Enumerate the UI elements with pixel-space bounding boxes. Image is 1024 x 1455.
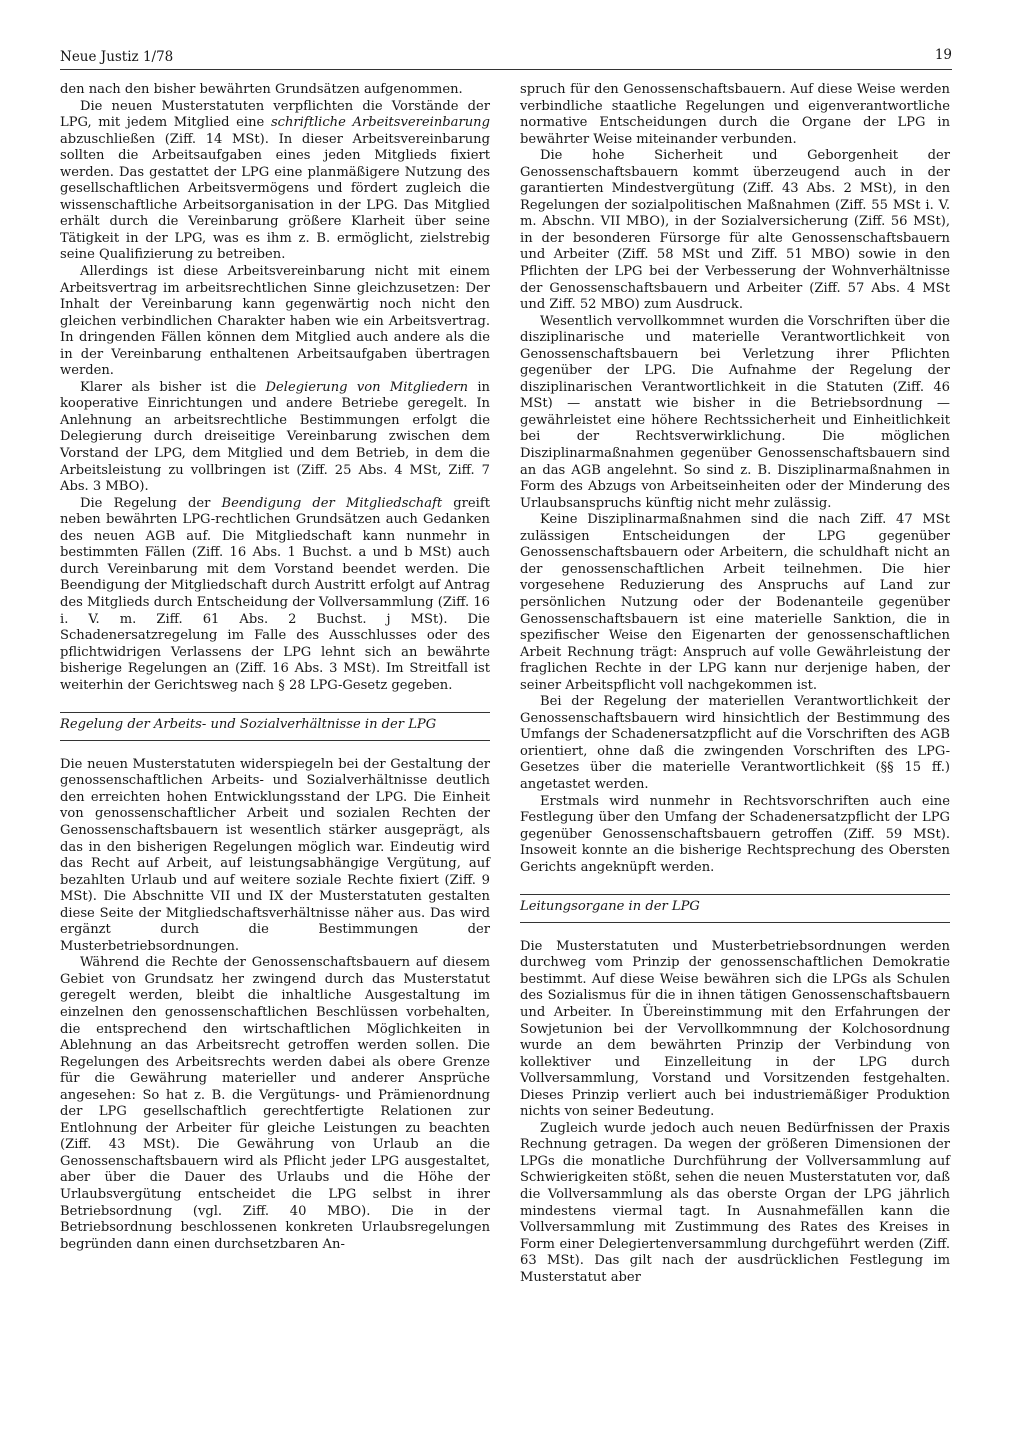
page-header: [60, 47, 952, 70]
paragraph: Die neuen Musterstatuten verpflichten die Vorstände der LPG, mit jedem Mitglied eine schriftliche Arbeitsvereinbarung abzuschließen (Ziff. 14 MSt). In dieser Arbeitsvereinbarung sollten die Arbeitsaufgaben eines jeden Mitglieds fixiert werden. Das gestattet der LPG eine planmäßigere Nutzung des gesellschaftlichen Arbeitsvermögens und fördert zugleich die wissenschaftliche Arbeitsorganisation in der LPG. Das Mitglied erhält durch die Vereinbarung größere Klarheit über seine Tätigkeit in der LPG, was es ihm z. B. ermöglicht, zielstrebig seine Qualifizierung zu betreiben.: [60, 98, 490, 263]
paragraph: Klarer als bisher ist die Delegierung von Mitgliedern in kooperative Einrichtungen und andere Betriebe geregelt. In Anlehnung an arbeitsrechtliche Bestimmungen erfolgt die Delegierung durch dreiseitige Vereinbarung zwischen dem Vorstand der LPG, dem Mitglied und dem Betrieb, in dem die Arbeitsleistung zu vollbringen ist (Ziff. 25 Abs. 4 MSt, Ziff. 7 Abs. 3 MBO).: [60, 379, 490, 495]
paragraph: Bei der Regelung der materiellen Verantwortlichkeit der Genossenschaftsbauern wird hinsichtlich der Bestimmung des Umfangs der Schadenersatzpflicht auf die Vorschriften des AGB orientiert, ohne daß die zwingenden Vorschriften des LPG-Gesetzes über die materielle Verantwortlichkeit (§§ 15 ff.) angetastet werden.: [520, 694, 950, 792]
paragraph: Erstmals wird nunmehr in Rechtsvorschriften auch eine Festlegung über den Umfang der Schadenersatzpflicht der LPG gegenüber Genossenschaftsbauern getroffen (Ziff. 59 MSt). Insoweit konnte an die bisherige Rechtsprechung des Obersten Gerichts angeknüpft werden.: [520, 793, 950, 875]
paragraph: Zugleich wurde jedoch auch neuen Bedürfnissen der Praxis Rechnung getragen. Da wegen der größeren Dimensionen der LPGs die monatliche Durchführung der Vollversammlung auf Schwierigkeiten stößt, sehen die neuen Musterstatuten vor, daß die Vollversammlung als das oberste Organ der LPG jährlich mindestens viermal tagt. In Ausnahmefällen kann die Vollversammlung mit Zustimmung des Rates des Kreises in Form einer Delegiertenversammlung durchgeführt werden (Ziff. 63 MSt). Das gilt nach der ausdrücklichen Festlegung im Musterstatut aber: [520, 1120, 950, 1285]
paragraph: Keine Disziplinarmaßnahmen sind die nach Ziff. 47 MSt zulässigen Entscheidungen der LPG gegenüber Genossenschaftsbauern oder Arbeitern, die schuldhaft nicht an der genossenschaftlichen Arbeit teilnehmen. Die hier vorgesehene Reduzierung des Anspruchs auf Land zur persönlichen Nutzung oder der Bodenanteile gegenüber Genossenschaftsbauern ist eine materielle Sanktion, die in spezifischer Weise den Eigenarten der genossenschaftlichen Arbeit Rechnung trägt: Anspruch auf volle Gewährleistung der fraglichen Rechte in der LPG kann nur derjenige haben, der seiner Arbeitspflicht voll nachgekommen ist.: [520, 512, 950, 693]
paragraph: Die neuen Musterstatuten widerspiegeln bei der Gestaltung der genossenschaftlichen Arbeits- und Sozialverhältnisse deutlich den erreichten hohen Entwicklungsstand der LPG. Die Einheit von genossenschaftlicher Arbeit und sozialen Rechten der Genossenschaftsbauern ist wesentlich stärker ausgeprägt, als das in den bisherigen Regelungen möglich war. Eindeutig wird das Recht auf Arbeit, auf leistungsabhängige Vergütung, auf bezahlten Urlaub und auf weitere soziale Rechte fixiert (Ziff. 9 MSt). Die Abschnitte VII und IX der Musterstatuten gestalten diese Seite der Mitgliedschaftsverhältnisse näher aus. Das wird ergänzt durch die Bestimmungen der Musterbetriebsordnungen.: [60, 756, 490, 954]
paragraph: Wesentlich vervollkommnet wurden die Vorschriften über die disziplinarische und materielle Verantwortlichkeit von Genossenschaftsbauern bei Verletzung ihrer Pflichten gegenüber der LPG. Die Aufnahme der Regelung der disziplinarischen Verantwortlichkeit in die Statuten (Ziff. 46 MSt) — anstatt wie bisher in die Betriebsordnung — gewährleistet eine höhere Rechtssicherheit und Einheitlichkeit bei der Rechtsverwirklichung. Die möglichen Disziplinarmaßnahmen gegenüber Genossenschaftsbauern sind an das AGB angelehnt. So sind z. B. Disziplinarmaßnahmen in Form des Abzugs von Arbeitseinheiten oder der Minderung des Urlaubsanspruchs künftig nicht mehr zulässig.: [520, 313, 950, 511]
page-number: 19: [934, 47, 952, 63]
paragraph: spruch für den Genossenschaftsbauern. Auf diese Weise werden verbindliche staatliche Regelungen und eigenverantwortliche normative Entscheidungen durch die Organe der LPG in bewährter Weise miteinander verbunden.: [520, 82, 950, 147]
paragraph: den nach den bisher bewährten Grundsätzen aufgenommen.: [60, 82, 463, 97]
paragraph: Die Regelung der Beendigung der Mitgliedschaft greift neben bewährten LPG-rechtlichen Grundsätzen auch Gedanken des neuen AGB auf. Die Mitgliedschaft kann nunmehr in bestimmten Fällen (Ziff. 16 Abs. 1 Buchst. a und b MSt) auch durch Vereinbarung mit dem Vorstand beendet werden. Die Beendigung der Mitgliedschaft durch Austritt erfolgt auf Antrag des Mitglieds durch Entscheidung der Vollversammlung (Ziff. 16 i. V. m. Ziff. 61 Abs. 2 Buchst. j MSt). Die Schadenersatzregelung im Falle des Ausschlusses oder des pflichtwidrigen Verlassens der LPG lehnt sich an bewährte bisherige Regelungen an (Ziff. 16 Abs. 3 MSt). Im Streitfall ist weiterhin der Gerichtsweg nach § 28 LPG-Gesetz gegeben.: [60, 495, 490, 693]
paragraph: Allerdings ist diese Arbeitsvereinbarung nicht mit einem Arbeitsvertrag im arbeitsrechtlichen Sinne gleichzusetzen: Der Inhalt der Vereinbarung kann gegenwärtig noch nicht den gleichen verbindlichen Charakter haben wie ein Arbeitsvertrag. In dringenden Fällen können dem Mitglied auch andere als die in der Vereinbarung enthaltenen Arbeitsaufgaben übertragen werden.: [60, 264, 490, 379]
section-heading: Leitungsorgane in der LPG: [520, 894, 950, 923]
emphasis: Delegierung von Mitgliedern: [265, 379, 469, 395]
journal-title: Neue Justiz 1/78: [60, 49, 174, 65]
emphasis: schriftliche Arbeitsvereinbarung: [270, 115, 490, 131]
paragraph: Die Musterstatuten und Musterbetriebsordnungen werden durchweg vom Prinzip der genossenschaftlichen Demokratie bestimmt. Auf diese Weise bewähren sich die LPGs als Schulen des Sozialismus für die in ihnen tätigen Genossenschaftsbauern und Arbeiter. In Übereinstimmung mit den Erfahrungen der Sowjetunion bei der Vervollkommnung der Kolchosordnung wurde an dem bewährten Prinzip der Verbindung von kollektiver und Einzelleitung in der LPG durch Vollversammlung, Vorstand und Vorsitzenden festgehalten. Dieses Prinzip verliert auch bei industriemäßiger Produktion nichts von seiner Bedeutung.: [520, 938, 950, 1120]
right-column: [520, 82, 950, 1286]
section-heading: Regelung der Arbeits- und Sozialverhältnisse in der LPG: [60, 712, 490, 741]
paragraph: Während die Rechte der Genossenschaftsbauern auf diesem Gebiet von Grundsatz her zwingend durch das Musterstatut geregelt werden, bleibt die inhaltliche Ausgestaltung im einzelnen den genossenschaftlichen Beschlüssen vorbehalten, die entsprechend den wirtschaftlichen Möglichkeiten in Ablehnung an das Arbeitsrecht getroffen werden sollen. Die Regelungen des Arbeitsrechts werden dabei als obere Grenze für die Gewährung materieller und anderer Ansprüche angesehen: So hat z. B. die Vergütungs- und Prämienordnung der LPG gesellschaftlich gerechtfertigte Relationen zur Entlohnung der Arbeiter für gleiche Leistungen zu beachten (Ziff. 43 MSt). Die Gewährung von Urlaub an die Genossenschaftsbauern wird als Pflicht jeder LPG ausgestaltet, aber über die Dauer des Urlaubs und die Höhe der Urlaubsvergütung entscheidet die LPG selbst in ihrer Betriebsordnung (vgl. Ziff. 40 MBO). Die in der Betriebsordnung beschlossenen konkreten Urlaubsregelungen begründen dann einen durchsetzbaren An-: [60, 955, 490, 1252]
left-column: [60, 82, 490, 1253]
paragraph: Die hohe Sicherheit und Geborgenheit der Genossenschaftsbauern kommt überzeugend auch in der garantierten Mindestvergütung (Ziff. 43 Abs. 2 MSt), in den Regelungen der sozialpolitischen Maßnahmen (Ziff. 55 MSt i. V. m. Abschn. VII MBO), in der Sozialversicherung (Ziff. 56 MSt), in der besonderen Fürsorge für alte Genossenschaftsbauern und Arbeiter (Ziff. 58 MSt und Ziff. 51 MBO) sowie in den Pflichten der LPG bei der Verbesserung der Wohnverhältnisse der Genossenschaftsbauern und Arbeiter (Ziff. 57 Abs. 4 MSt und Ziff. 52 MBO) zum Ausdruck.: [520, 148, 950, 313]
emphasis: Beendigung der Mitgliedschaft: [221, 495, 443, 511]
